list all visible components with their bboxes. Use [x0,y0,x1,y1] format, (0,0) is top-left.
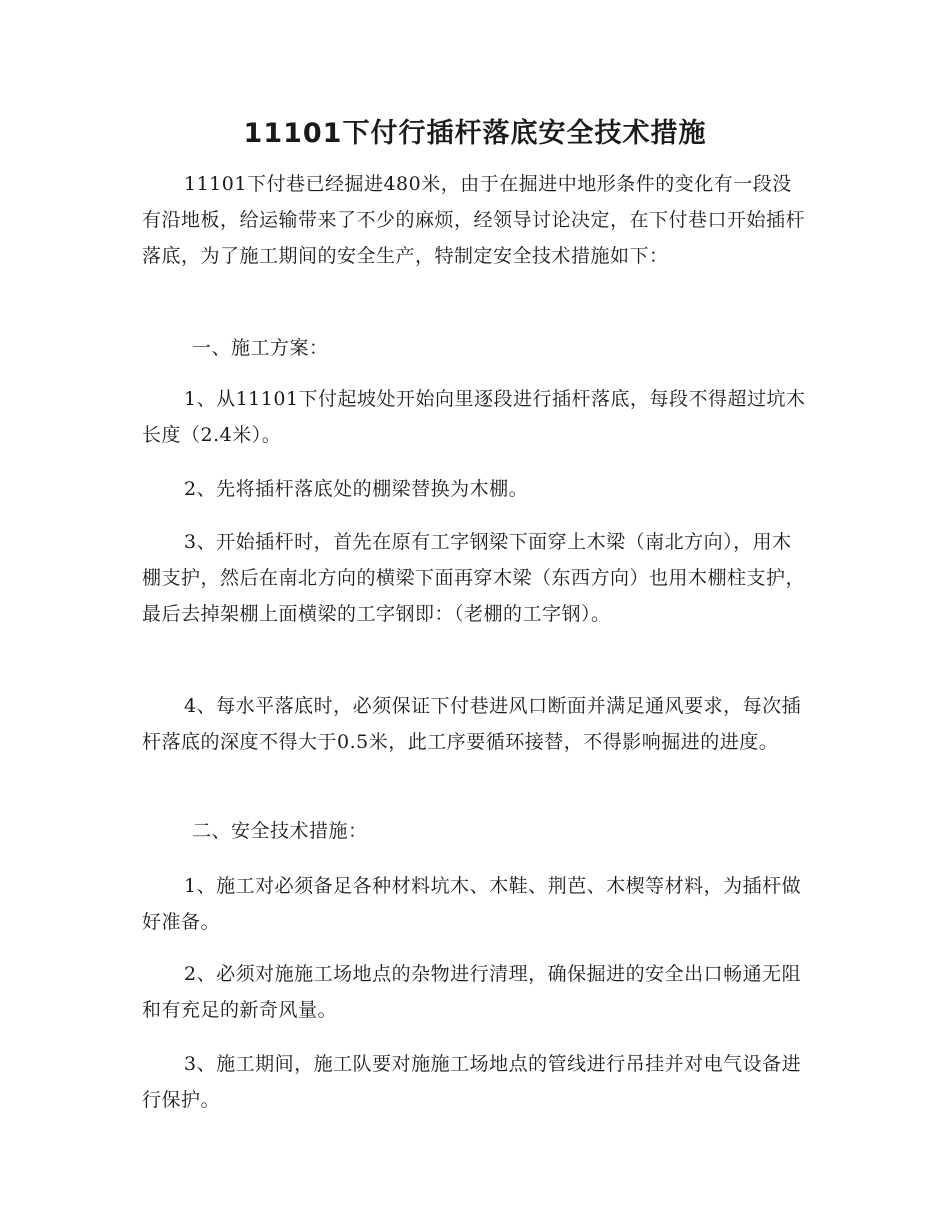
section-heading-construction-plan: 一、施工方案： [192,337,329,359]
plan-item-3: 3、开始插杆时，首先在原有工字钢梁下面穿上木梁（南北方向），用木棚支护，然后在南北方向的横梁下面再穿木梁（东西方向）也用木棚柱支护，最后去掉架棚上面横梁的工字钢即：（老棚的工字钢）。 [142,531,806,625]
plan-item-2: 2、先将插杆落底处的棚梁替换为木棚。 [184,478,529,500]
safety-item-3: 3、施工期间，施工队要对施施工场地点的管线进行吊挂并对电气设备进行保护。 [142,1053,802,1111]
plan-item-4: 4、每水平落底时，必须保证下付巷进风口断面并满足通风要求，每次插杆落底的深度不得大于0.5米，此工序要循环接替，不得影响掘进的进度。 [142,695,802,753]
section-heading-safety-measures: 二、安全技术措施： [192,820,368,842]
intro-paragraph: 11101下付巷已经掘进480米，由于在掘进中地形条件的变化有一段没有沿地板，给运输带来了不少的麻烦，经领导讨论决定，在下付巷口开始插杆落底，为了施工期间的安全生产，特制定安全技术措施如下： [142,173,806,267]
safety-item-2: 2、必须对施施工场地点的杂物进行清理，确保掘进的安全出口畅通无阻和有充足的新奇风量。 [142,963,802,1021]
document-title: 11101下付行插杆落底安全技术措施 [243,118,707,149]
plan-item-1: 1、从11101下付起坡处开始向里逐段进行插杆落底，每段不得超过坑木长度（2.4米）。 [142,388,806,446]
safety-item-1: 1、施工对必须备足各种材料坑木、木鞋、荆芭、木楔等材料，为插杆做好准备。 [142,875,802,933]
